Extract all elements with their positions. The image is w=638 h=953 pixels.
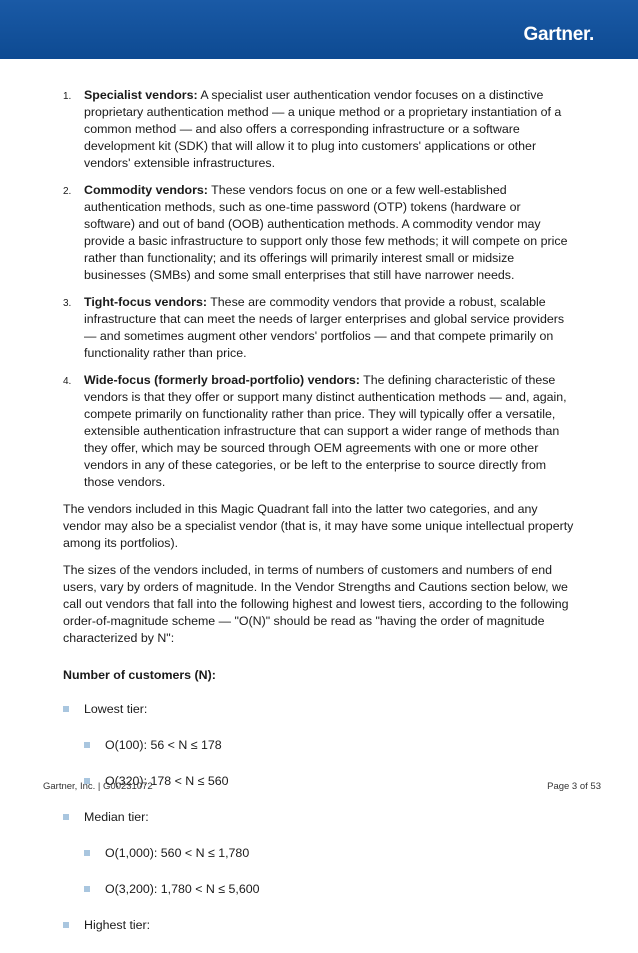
list-number: 4. [63, 376, 72, 387]
bullet-text: O(1,000): 560 < N ≤ 1,780 [105, 846, 250, 860]
sub-bullet-item [84, 881, 575, 898]
bullet-item [63, 701, 575, 718]
vendor-type-list [63, 87, 575, 491]
list-number: 1. [63, 91, 72, 102]
list-item [63, 182, 575, 284]
document-body [63, 87, 575, 953]
list-item [63, 294, 575, 362]
definition: These are commodity vendors that provide a robust, scalable infrastructure that can meet the needs of larger enterprises and global service providers — and sometimes augment other vendors' portfolios — and that compete primarily on functionality rather than price. [84, 295, 565, 360]
definition: A specialist user authentication vendor focuses on a distinctive proprietary authentication method — a unique method or a proprietary instantiation of a common method — and also offers a corresponding infrastructure or a software development kit (SDK) that will allow it to plug into customers' applications or other vendors' extensible infrastructures. [84, 88, 562, 170]
bullet-text: Highest tier: [84, 918, 151, 932]
bullet-text: O(100): 56 < N ≤ 178 [105, 738, 222, 752]
bullet-text: O(320): 178 < N ≤ 560 [105, 774, 229, 788]
gartner-logo: Gartner. [523, 24, 594, 45]
paragraph: The sizes of the vendors included, in terms of numbers of customers and numbers of end users, vary by orders of magnitude. In the Vendor Strengths and Cautions section below, we call out vendors that fall into the following highest and lowest tiers, according to the following order-of-magnitude scheme — "O(N)" should be read as "having the order of magnitude characterized by N": [63, 563, 569, 645]
bullet-item [63, 809, 575, 826]
paragraph: The vendors included in this Magic Quadrant fall into the latter two categories, and any vendor may also be a specialist vendor (that is, it may have some unique intellectual property among its portfolios). [63, 502, 574, 550]
term: Specialist vendors: [84, 88, 198, 102]
definition: These vendors focus on one or a few well-established authentication methods, such as one-time password (OTP) tokens (hardware or software) and out of band (OOB) authentication methods. A commodity vendor may provide a basic infrastructure to support only those few methods; it will compete on price rather than functionality; and its offerings will primarily interest small or midsize businesses (SMBs) and some small enterprises that still have narrower needs. [84, 183, 568, 282]
square-bullet-icon [63, 814, 69, 820]
list-number: 3. [63, 298, 72, 309]
list-item [63, 372, 575, 491]
term: Commodity vendors: [84, 183, 208, 197]
bullet-text: Median tier: [84, 810, 149, 824]
square-bullet-icon [84, 886, 90, 892]
bullet-item [63, 917, 575, 934]
footer-document-id: Gartner, Inc. | G00231072 [43, 781, 153, 792]
footer-page-number: Page 3 of 53 [547, 781, 601, 792]
definition: The defining characteristic of these vendors is that they offer or support many distinct authentication methods — and, again, compete primarily on functionality rather than price. They will typically offer a versatile, extensible authentication infrastructure that can support a wider range of methods than they offer, which may be sourced through OEM agreements with one or more other vendors in any of these categories, or be left to the enterprise to source directly from those vendors. [84, 373, 567, 489]
term: Tight-focus vendors: [84, 295, 207, 309]
bullet-text: O(3,200): 1,780 < N ≤ 5,600 [105, 882, 260, 896]
square-bullet-icon [63, 922, 69, 928]
page-footer [43, 781, 601, 792]
bullet-text: Lowest tier: [84, 702, 148, 716]
page-header [0, 0, 638, 59]
term: Wide-focus (formerly broad-portfolio) vendors: [84, 373, 360, 387]
list-item [63, 87, 575, 172]
square-bullet-icon [63, 706, 69, 712]
square-bullet-icon [84, 850, 90, 856]
list-number: 2. [63, 186, 72, 197]
sub-bullet-item [84, 737, 575, 754]
square-bullet-icon [84, 742, 90, 748]
sub-bullet-item [84, 845, 575, 862]
customers-heading: Number of customers (N): [63, 668, 216, 682]
